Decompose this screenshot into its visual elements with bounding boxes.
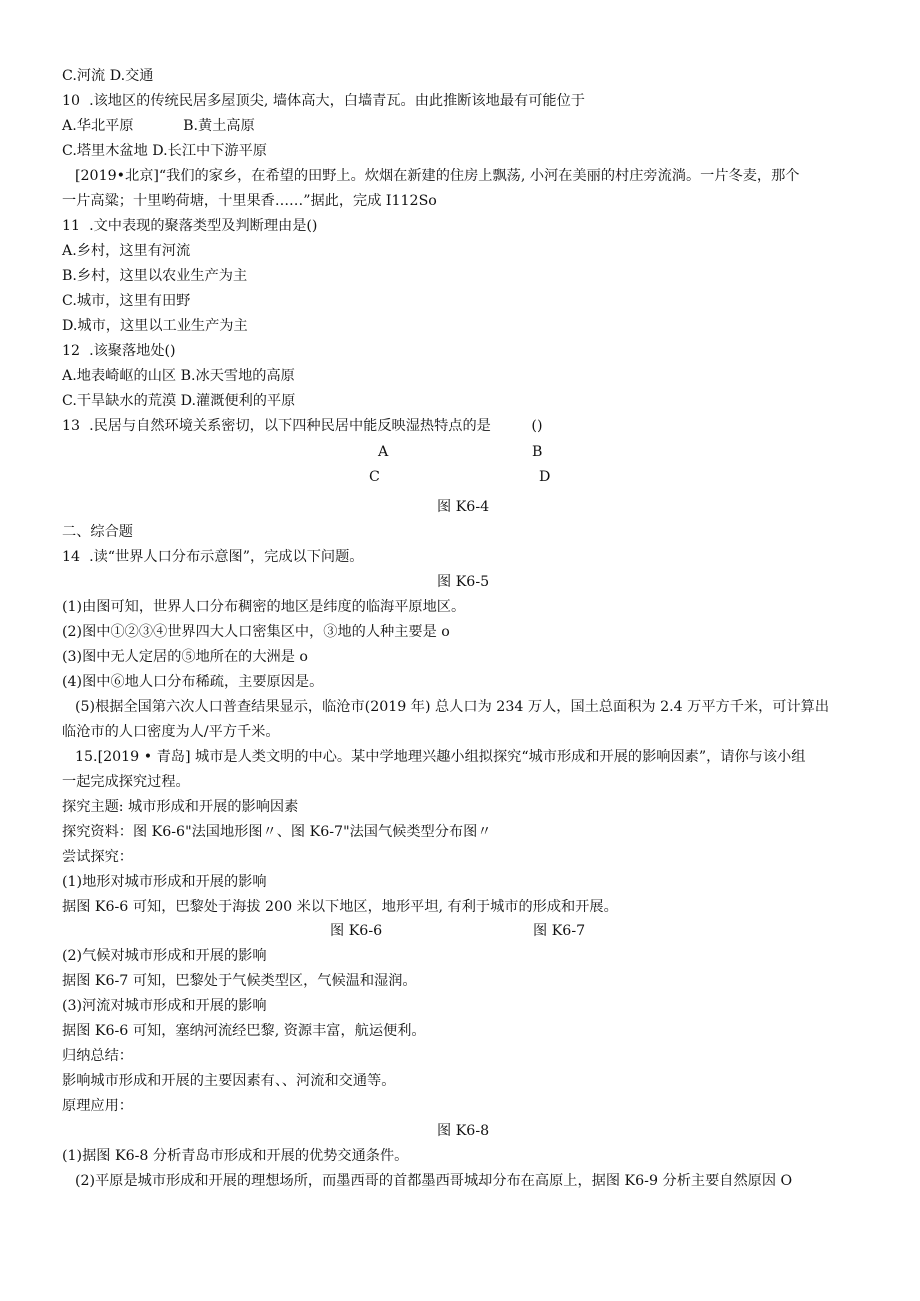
q15-river-text: 据图 K6-6 可知，塞纳河流经巴黎, 资源丰富，航运便利。 (62, 1023, 426, 1039)
q15-climate-heading: (2)气候对城市形成和开展的影响 (62, 948, 267, 964)
q10-options-ab: A.华北平原 B.黄土高原 (62, 118, 255, 134)
figure-k6-8-caption: 图 K6-8 (437, 1123, 490, 1139)
q14-part-5-line-2: 临沧市的人口密度为人/平方千米。 (62, 724, 280, 740)
q15-summary-text: 影响城市形成和开展的主要因素有、、河流和交通等。 (62, 1073, 396, 1089)
q15-summary-heading: 归纳总结： (62, 1048, 133, 1064)
figure-k6-5-caption: 图 K6-5 (437, 574, 490, 590)
figure-k6-7-caption: 图 K6-7 (533, 923, 586, 939)
q11-stem: 11 .文中表现的聚落类型及判断理由是() (62, 218, 318, 234)
q14-stem: 14 .读“世界人口分布示意图”，完成以下问题。 (62, 549, 364, 565)
passage-line-1: [2019•北京]“我们的家乡，在希望的田野上。炊烟在新建的住房上飘荡, 小河在美丽的村庄旁流淌。一片冬麦，那个 (75, 168, 800, 184)
q14-part-3: (3)图中无人定居的⑤地所在的大洲是 o (62, 649, 308, 665)
q11-option-b: B.乡村，这里以农业生产为主 (62, 268, 248, 284)
q11-option-d: D.城市，这里以工业生产为主 (62, 318, 248, 334)
figure-k6-4-label-c: C (369, 469, 380, 485)
figure-k6-6-caption: 图 K6-6 (330, 923, 383, 939)
q10-stem: 10 .该地区的传统民居多屋顶尖, 墙体高大，白墙青瓦。由此推断该地最有可能位于 (62, 93, 585, 109)
q15-terrain-heading: (1)地形对城市形成和开展的影响 (62, 874, 267, 890)
q15-topic: 探究主题: 城市形成和开展的影响因素 (62, 799, 299, 815)
q12-options-ab: A.地表崎岖的山区 B.冰天雪地的高原 (62, 368, 295, 384)
q12-options-cd: C.干旱缺水的荒漠 D.灌溉便利的平原 (62, 393, 296, 409)
q15-climate-text: 据图 K6-7 可知，巴黎处于气候类型区，气候温和湿润。 (62, 973, 417, 989)
q11-option-a: A.乡村，这里有河流 (62, 243, 191, 259)
figure-k6-4-label-d: D (539, 469, 551, 485)
q15-application-1: (1)据图 K6-8 分析青岛市形成和开展的优势交通条件。 (62, 1148, 409, 1164)
q15-intro-line-1: 15.[2019 • 青岛] 城市是人类文明的中心。某中学地理兴趣小组拟探究“城市形成和开展的影响因素”，请你与该小组 (75, 749, 806, 765)
q9-options-cd: C.河流 D.交通 (62, 68, 154, 84)
q15-intro-line-2: 一起完成探究过程。 (62, 774, 190, 790)
q14-part-2: (2)图中①②③④世界四大人口密集区中，③地的人种主要是 o (62, 624, 450, 640)
figure-k6-4-caption: 图 K6-4 (437, 499, 490, 515)
q11-option-c: C.城市，这里有田野 (62, 293, 191, 309)
q10-options-cd: C.塔里木盆地 D.长江中下游平原 (62, 143, 267, 159)
q12-stem: 12 .该聚落地处() (62, 343, 176, 359)
q15-application-2: (2)平原是城市形成和开展的理想场所，而墨西哥的首都墨西哥城却分布在高原上，据图 K6-9 分析主要自然原因 O (75, 1173, 793, 1189)
figure-k6-4-label-a: A (378, 444, 389, 460)
q15-application-heading: 原理应用： (62, 1098, 133, 1114)
q15-river-heading: (3)河流对城市形成和开展的影响 (62, 998, 267, 1014)
q15-try-heading: 尝试探究： (62, 849, 133, 865)
q14-part-5-line-1: (5)根据全国第六次人口普查结果显示，临沧市(2019 年) 总人口为 234 万人，国土总面积为 2.4 万平方千米，可计算出 (75, 699, 830, 715)
q14-part-4: (4)图中⑥地人口分布稀疏，主要原因是。 (62, 674, 324, 690)
q15-materials: 探究资料：图 K6-6"法国地形图〃、图 K6-7"法国气候类型分布图〃 (62, 824, 492, 840)
section-heading: 二、综合题 (62, 524, 133, 540)
figure-k6-4-label-b: B (532, 444, 543, 460)
passage-line-2: 一片高粱；十里哟荷塘，十里果香……”据此，完成 I112So (62, 193, 437, 209)
q15-terrain-text: 据图 K6-6 可知，巴黎处于海拔 200 米以下地区，地形平坦, 有利于城市的形成和开展。 (62, 899, 618, 915)
q14-part-1: (1)由图可知，世界人口分布稠密的地区是纬度的临海平原地区。 (62, 599, 466, 615)
q13-stem: 13 .民居与自然环境关系密切，以下四种民居中能反映湿热特点的是 () (62, 418, 543, 434)
